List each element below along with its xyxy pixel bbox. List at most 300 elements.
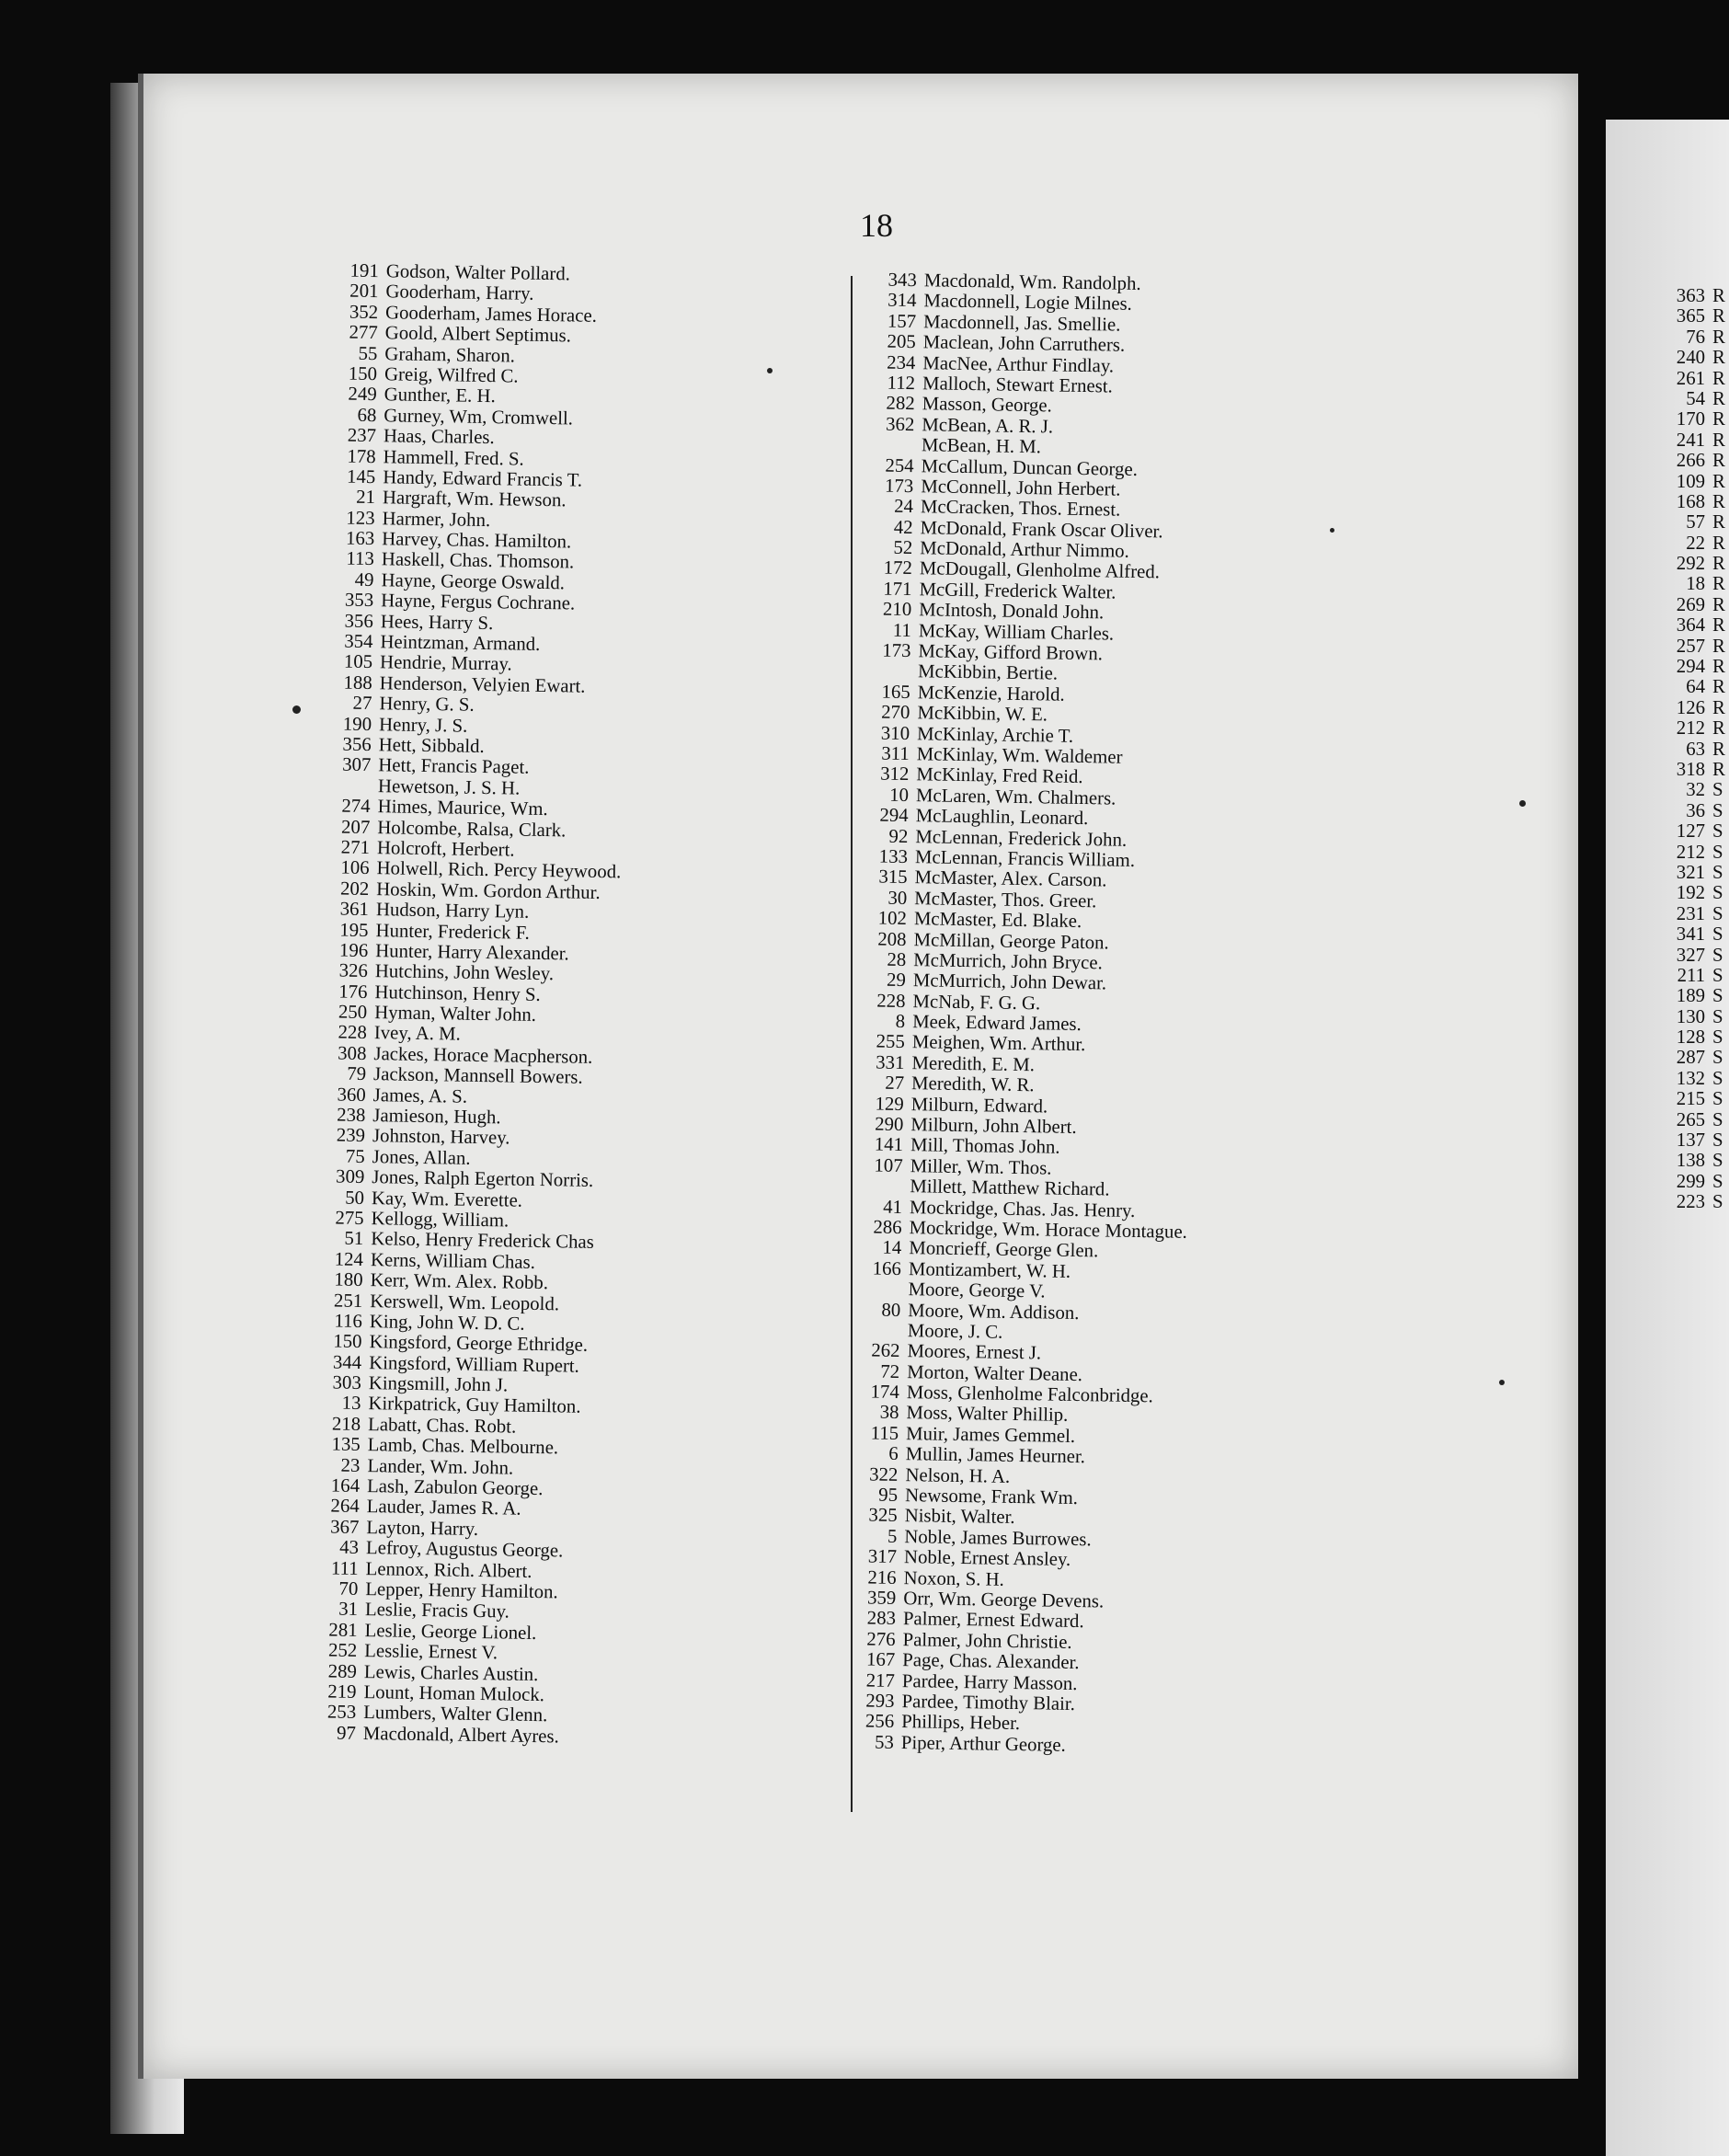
entry-name: R [1712,532,1725,554]
entry-number: 251 [333,1290,363,1312]
entry-number: 208 [877,928,907,950]
entry-name: McBean, A. R. J. [922,413,1054,438]
ink-speck [292,705,301,714]
entry-name: McMurrich, John Dewar. [912,969,1107,994]
entry-number: 218 [331,1413,361,1435]
entry-name: Goold, Albert Septimus. [384,322,572,347]
entry-name: Hutchins, John Wesley. [374,960,555,985]
entry-number: 174 [870,1381,900,1404]
entry-name: Hunter, Frederick F. [375,919,531,944]
entry-name: S [1712,1005,1723,1027]
entry-number: 275 [335,1207,364,1229]
entry-number: 28 [887,948,907,970]
entry-name: Moncrieff, George Glen. [909,1237,1099,1262]
entry-number: 132 [1676,1067,1705,1089]
entry-name: Lamb, Chas. Melbourne. [367,1434,559,1459]
entry-number: 126 [1676,696,1705,718]
entry-name: Hunter, Harry Alexander. [375,940,569,965]
entry-name: Piper, Arthur George. [900,1731,1067,1756]
list-item [1663,1150,1725,1170]
entry-name: Kellogg, William. [371,1208,510,1232]
entry-number: 255 [876,1030,905,1053]
entry-name: Hammell, Fred. S. [383,445,524,470]
entry-number: 27 [885,1072,905,1095]
entry-number: 57 [1686,511,1705,533]
entry-number: 51 [344,1228,364,1250]
entry-name: S [1712,882,1723,904]
entry-number: 309 [335,1165,365,1188]
entry-number: 277 [349,321,378,344]
list-item [1663,1026,1725,1047]
entry-name: McNab, F. G. G. [912,990,1041,1015]
entry-name: S [1712,820,1723,843]
entry-number: 176 [338,981,368,1003]
list-item [1663,327,1725,347]
entry-number: 241 [1676,429,1705,451]
entry-number: 113 [346,548,375,570]
entry-number: 240 [1676,347,1705,369]
entry-name: McLennan, Frederick John. [915,825,1128,851]
entry-name: Masson, George. [922,393,1053,417]
entry-name: Macdonald, Albert Ayres. [362,1722,559,1748]
entry-name: Gurney, Wm, Cromwell. [384,404,574,430]
entry-name: Lewis, Charles Austin. [363,1660,539,1685]
list-item [1663,1130,1725,1150]
entry-name: R [1712,408,1725,430]
entry-name: R [1712,758,1725,780]
entry-name: McMaster, Ed. Blake. [913,908,1082,933]
entry-number: 109 [1676,470,1705,492]
entry-name: Harvey, Chas. Hamilton. [382,528,572,553]
entry-name: Macdonald, Wm. Randolph. [923,270,1141,294]
entry-name: R [1712,676,1725,698]
entry-name: Holcombe, Ralsa, Clark. [377,816,567,841]
entry-name: Kelso, Henry Frederick Chas [371,1228,595,1254]
list-item [1663,862,1725,882]
entry-number: 322 [869,1463,899,1485]
entry-name: R [1712,656,1725,678]
entry-number: 228 [338,1021,367,1044]
entry-name: McConnell, John Herbert. [921,476,1121,500]
entry-name: Jamieson, Hugh. [372,1105,501,1129]
entry-number: 344 [332,1351,362,1373]
entry-number: 216 [867,1566,897,1588]
entry-name: Hudson, Harry Lyn. [375,899,530,923]
entry-number: 231 [1676,902,1705,924]
entry-name: Hoskin, Wm. Gordon Arthur. [376,877,601,903]
entry-number: 356 [342,733,372,756]
entry-name: McLaughlin, Leonard. [915,805,1089,830]
entry-name: Montizambert, W. H. [908,1257,1071,1282]
entry-number: 50 [345,1187,365,1209]
entry-number: 352 [349,301,379,323]
entry-name: Johnston, Harvey. [372,1125,510,1149]
entry-name: Jackson, Mannsell Bowers. [372,1063,583,1088]
entry-name: Pardee, Harry Masson. [901,1669,1078,1694]
entry-number: 326 [338,959,369,982]
entry-name: Kerr, Wm. Alex. Robb. [370,1269,549,1294]
entry-number: 217 [865,1669,896,1692]
entry-name: McMaster, Alex. Carson. [914,866,1107,891]
entry-name: Graham, Sharon. [384,342,516,367]
entry-name: Moss, Glenholme Falconbridge. [906,1382,1153,1407]
entry-number: 261 [1676,367,1705,389]
entry-number [834,1294,908,1295]
entry-number: 11 [892,619,912,641]
entry-name: McKinlay, Archie T. [916,722,1074,747]
list-item [1663,636,1725,656]
entry-number: 360 [337,1084,366,1106]
entry-name: Hett, Francis Paget. [378,754,530,779]
entry-name: Pardee, Timothy Blair. [901,1691,1076,1714]
entry-name: S [1712,1047,1723,1069]
list-item [1663,1171,1725,1191]
entry-number: 256 [864,1710,895,1733]
list-item [1663,573,1725,593]
entry-number: 111 [330,1557,359,1579]
entry-number: 343 [887,269,918,292]
list-item [1663,717,1725,738]
entry-number: 170 [1676,408,1705,430]
entry-name: King, John W. D. C. [369,1311,525,1335]
entry-number: 128 [1676,1026,1705,1049]
entry-number: 362 [885,413,915,435]
entry-number [836,1191,910,1192]
entry-name: S [1712,1150,1723,1172]
entry-number: 205 [887,330,916,353]
entry-number: 105 [343,651,373,673]
entry-name: Kingsford, George Ethridge. [369,1331,589,1357]
entry-number: 282 [886,392,915,415]
entry-name: R [1712,490,1725,512]
entry-number: 163 [345,527,375,550]
list-item [1663,779,1725,799]
entry-name: S [1712,1108,1723,1130]
entry-number: 253 [326,1701,357,1724]
entry-name: Labatt, Chas. Robt. [367,1413,517,1438]
entry-number: 32 [1686,779,1705,801]
entry-name: Nisbit, Walter. [904,1505,1015,1529]
list-item [1663,594,1725,614]
entry-number: 202 [339,877,370,900]
entry-number: 80 [881,1299,901,1321]
entry-number: 271 [340,836,371,858]
left-column [290,260,631,1748]
entry-name: Noble, James Burrowes. [904,1525,1092,1551]
entry-number: 219 [327,1680,357,1703]
adjacent-page-column [1663,285,1725,1212]
entry-number: 173 [882,639,911,662]
entry-number: 292 [1676,553,1705,575]
entry-name: Miller, Wm. Thos. [910,1154,1052,1179]
entry-number: 196 [338,939,369,961]
entry-name: R [1712,305,1725,327]
entry-name: R [1712,387,1725,409]
entry-number: 364 [1676,614,1705,636]
entry-name: Ivey, A. M. [373,1022,461,1046]
entry-name: Moores, Ernest J. [907,1340,1042,1364]
entry-number: 237 [347,424,377,447]
entry-number: 52 [893,536,913,559]
list-item [1663,903,1725,923]
list-item [1663,739,1725,759]
entry-number: 308 [338,1042,367,1064]
entry-name: Lesslie, Ernest V. [364,1640,498,1664]
entry-number: 249 [348,383,377,406]
entry-name: Macdonnell, Jas. Smellie. [922,311,1121,336]
entry-name: McKenzie, Harold. [917,682,1065,705]
entry-name: Nelson, H. A. [905,1463,1011,1487]
entry-number: 141 [874,1133,904,1156]
list-item [1663,553,1725,573]
entry-number: 321 [1676,861,1705,883]
entry-name: Moore, Wm. Addison. [908,1299,1080,1324]
entry-name: Kingsford, William Rupert. [369,1351,580,1377]
list-item [1663,430,1725,450]
entry-name: McCallum, Duncan George. [921,454,1139,480]
entry-number: 212 [1676,717,1705,740]
entry-number: 79 [347,1062,367,1085]
entry-number: 106 [340,856,370,879]
entry-name: R [1712,470,1725,492]
entry-name: R [1712,738,1725,760]
list-item [1663,347,1725,367]
entry-number: 123 [346,507,375,529]
entry-name: McKinlay, Fred Reid. [916,763,1083,788]
entry-number: 43 [339,1536,360,1559]
entry-number: 49 [354,568,374,591]
entry-number: 173 [884,475,914,498]
entry-name: S [1712,1170,1723,1192]
entry-number: 189 [1676,985,1705,1007]
entry-name: McMaster, Thos. Greer. [914,887,1097,912]
entry-number: 165 [881,681,910,703]
entry-name: Meredith, E. M. [911,1051,1036,1076]
entry-name: Palmer, John Christie. [902,1628,1072,1653]
entry-number: 150 [348,362,378,385]
entry-number: 102 [877,907,908,930]
entry-number: 190 [342,713,372,735]
list-item [1663,1191,1725,1211]
entry-number: 41 [883,1196,903,1218]
entry-number: 38 [879,1402,899,1424]
entry-number: 55 [358,342,378,364]
entry-name: Mill, Thomas John. [910,1134,1060,1159]
entry-number: 265 [1676,1108,1705,1130]
entry-name: Millett, Matthew Richard. [910,1175,1110,1200]
entry-number: 315 [878,866,908,889]
entry-number: 215 [1676,1088,1705,1110]
entry-number: 211 [1677,964,1705,986]
entry-name: Phillips, Heber. [901,1711,1021,1735]
entry-number: 29 [886,969,907,992]
entry-number: 31 [338,1599,359,1621]
entry-number: 238 [337,1104,366,1127]
entry-name: Hayne, Fergus Cochrane. [381,590,576,614]
list-item [1663,1006,1725,1026]
entry-name: R [1712,326,1725,348]
entry-number: 133 [878,845,909,867]
entry-number: 171 [883,578,912,600]
entry-name: Lander, Wm. John. [367,1454,514,1479]
entry-number: 294 [879,804,909,827]
entry-number: 137 [1676,1130,1705,1152]
entry-number: 178 [347,445,376,467]
entry-name: Leslie, George Lionel. [364,1619,537,1644]
entry-name: R [1712,717,1725,740]
entry-number: 331 [876,1051,905,1073]
entry-name: S [1712,902,1723,924]
entry-name: Kerswell, Wm. Leopold. [370,1290,560,1314]
entry-name: Maclean, John Carruthers. [922,331,1126,356]
list-item [1663,471,1725,491]
entry-number: 276 [866,1628,896,1650]
entry-number: 274 [341,795,371,818]
entry-number: 115 [870,1422,899,1444]
entry-name: McMurrich, John Bryce. [913,949,1103,974]
entry-number: 97 [336,1722,357,1744]
entry-name: Noxon, S. H. [903,1566,1005,1590]
entry-number: 135 [331,1433,361,1456]
entry-name: McGill, Frederick Walter. [919,579,1116,603]
entry-name: R [1712,553,1725,575]
entry-number: 116 [334,1310,363,1332]
entry-number: 195 [339,919,369,941]
entry-number: 168 [1676,490,1705,512]
entry-name: Mullin, James Heurner. [905,1443,1086,1468]
entry-name: Malloch, Stewart Ernest. [922,373,1113,397]
entry-number: 127 [1676,820,1705,843]
entry-name: R [1712,696,1725,718]
entry-number: 293 [865,1690,895,1712]
entry-number: 353 [344,589,374,612]
entry-number: 303 [332,1371,362,1394]
entry-name: Haas, Charles. [383,425,495,449]
entry-number [848,450,922,451]
entry-name: Macdonnell, Logie Milnes. [923,290,1133,315]
entry-name: Moore, J. C. [907,1320,1003,1343]
page-number: 18 [860,207,893,244]
entry-number: 5 [887,1525,898,1547]
entry-number: 14 [882,1237,902,1259]
entry-number: 75 [345,1145,365,1167]
entry-name: S [1712,1088,1723,1110]
entry-number: 327 [1676,944,1705,966]
entry-number: 112 [887,372,916,395]
entry-name: Lepper, Henry Hamilton. [365,1578,558,1603]
list-item [1663,388,1725,408]
entry-name: R [1712,573,1725,595]
entry-name: S [1712,964,1723,986]
list-item [1663,305,1725,326]
entry-number: 95 [878,1484,899,1507]
middle-column [828,270,1203,1758]
entry-name: Jackes, Horace Macpherson. [373,1042,593,1068]
entry-number: 8 [895,1010,906,1033]
entry-number: 310 [880,722,910,744]
entry-number: 68 [357,404,377,426]
entry-name: McCracken, Thos. Ernest. [920,496,1121,521]
entry-number: 129 [875,1093,904,1115]
entry-name: Henry, J. S. [378,713,468,737]
list-item [1663,614,1725,635]
entry-name: Handy, Edward Francis T. [383,466,583,491]
entry-name: Gunther, E. H. [384,384,496,407]
entry-number: 157 [887,310,917,332]
entry-name: Meek, Edward James. [911,1011,1082,1036]
entry-name: R [1712,429,1725,451]
entry-name: R [1712,511,1725,533]
entry-name: James, A. S. [372,1084,468,1107]
list-item [1663,1047,1725,1067]
entry-name: McKay, Gifford Brown. [918,640,1104,665]
entry-name: Greig, Wilfred C. [384,363,519,387]
entry-name: Moore, George V. [908,1279,1046,1302]
entry-name: R [1712,614,1725,636]
entry-number: 223 [1676,1191,1705,1213]
entry-name: Haskell, Chas. Thomson. [381,548,575,573]
entry-number: 286 [873,1216,902,1238]
entry-number: 36 [1686,799,1705,821]
entry-name: Gooderham, James Horace. [384,302,598,327]
list-item [1663,1088,1725,1108]
entry-number: 289 [327,1660,358,1682]
list-item [1663,511,1725,532]
entry-number: 107 [874,1154,903,1176]
entry-name: Holwell, Rich. Percy Heywood. [376,857,622,883]
entry-name: Mockridge, Wm. Horace Montague. [909,1217,1188,1243]
list-item [1663,408,1725,429]
entry-number: 130 [1676,1005,1705,1027]
entry-number: 270 [881,701,910,724]
entry-number: 234 [887,351,916,373]
entry-name: Milburn, John Albert. [910,1114,1077,1138]
entry-number: 10 [889,784,910,806]
entry-name: McDonald, Arthur Nimmo. [920,537,1129,562]
entry-number: 318 [1676,758,1705,780]
entry-number: 307 [342,753,372,776]
entry-number: 210 [882,598,912,621]
entry-number: 180 [334,1268,363,1291]
entry-name: S [1712,985,1723,1007]
entry-number: 54 [1686,387,1705,409]
entry-number: 23 [340,1454,361,1476]
entry-name: R [1712,347,1725,369]
entry-name: Gooderham, Harry. [385,281,534,305]
entry-name: S [1712,1191,1723,1213]
entry-name: S [1712,944,1723,966]
entry-name: Jones, Allan. [372,1145,471,1169]
entry-name: R [1712,635,1725,657]
list-item [1663,491,1725,511]
entry-number: 64 [1686,676,1705,698]
entry-name: S [1712,1026,1723,1049]
entry-name: S [1712,1067,1723,1089]
entry-name: Lumbers, Walter Glenn. [363,1702,548,1726]
entry-number: 30 [887,887,908,909]
list-item [1663,820,1725,841]
entry-name: Hayne, George Oswald. [381,569,566,594]
entry-number: 207 [340,816,371,838]
entry-name: Layton, Harry. [366,1516,479,1540]
entry-number: 239 [336,1124,366,1147]
entry-name: Henry, G. S. [379,693,475,717]
entry-number [304,791,378,792]
entry-name: McKibbin, Bertie. [917,660,1059,685]
entry-name: Kirkpatrick, Guy Hamilton. [368,1393,581,1418]
entry-number: 6 [888,1443,899,1465]
entry-name: Lennox, Rich. Albert. [365,1557,532,1582]
